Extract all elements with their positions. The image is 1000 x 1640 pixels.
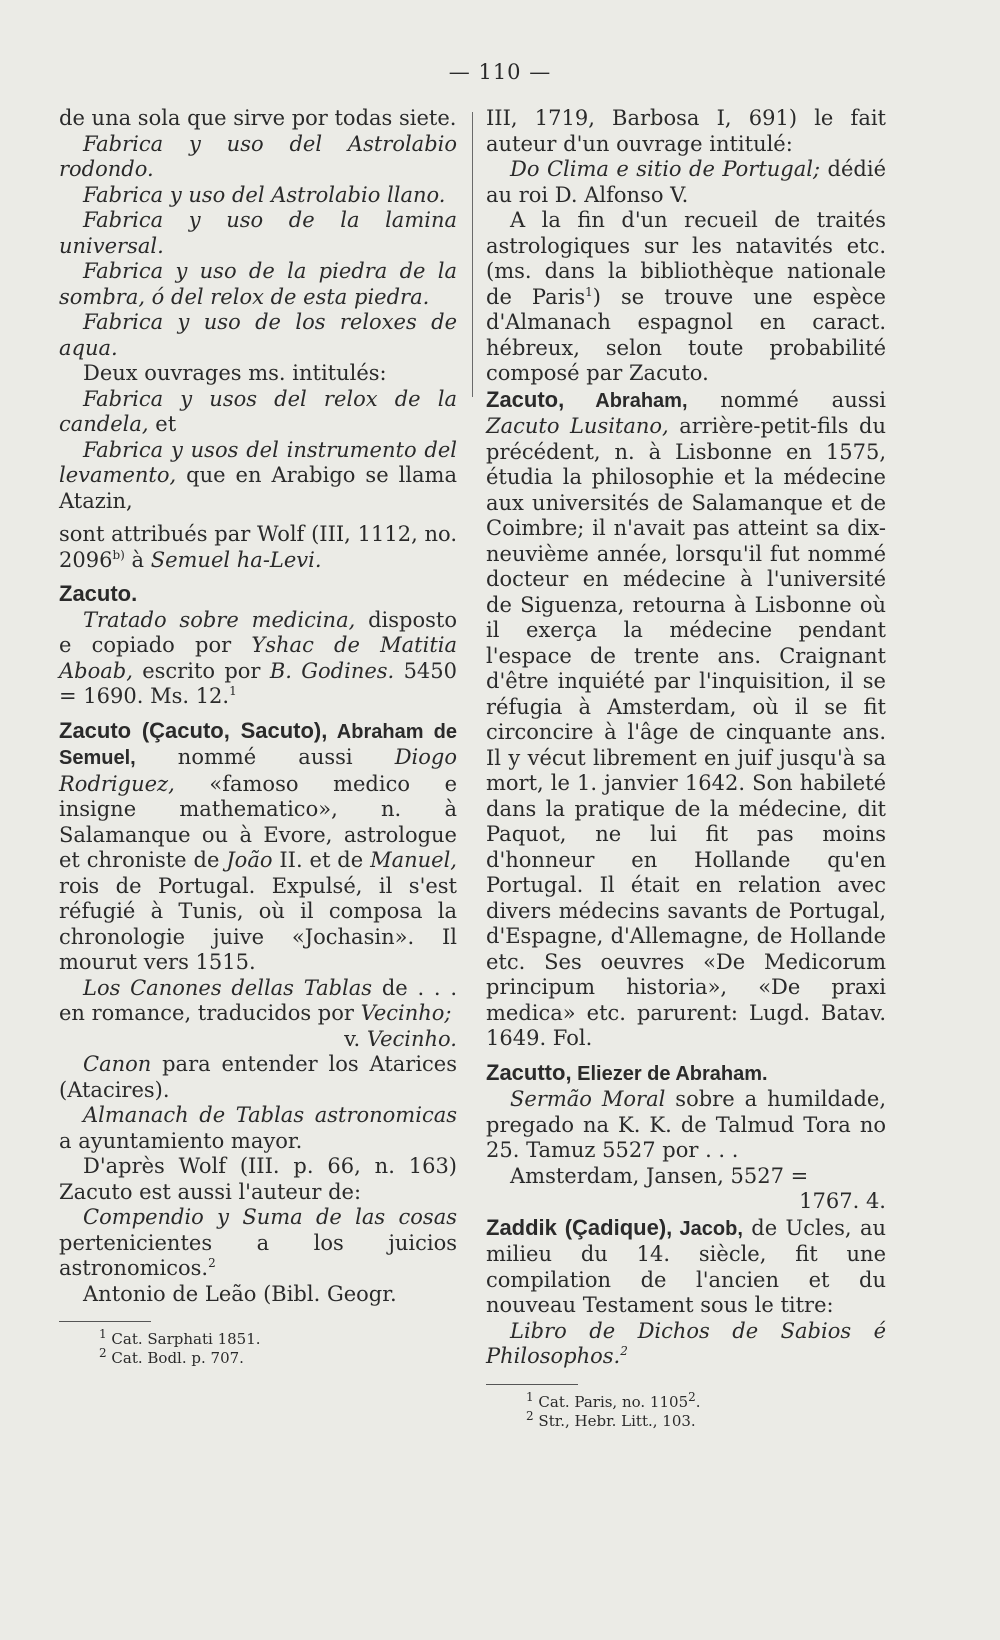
- footnote-number: 1: [526, 1389, 534, 1404]
- footnote-number: 1: [99, 1327, 107, 1341]
- entry-body: [59, 608, 457, 710]
- alias: Diogo Rodriguez,: [59, 745, 457, 796]
- footnote-text: .: [695, 1392, 701, 1411]
- superscript: 2: [688, 1389, 696, 1404]
- text: que en Arabigo se llama Atazin,: [59, 463, 457, 513]
- text-line: III, 1719, Barbosa I, 691) le fait auteur d'un ouvrage intitulé:: [486, 106, 886, 156]
- text-line: Antonio de Leão (Bibl. Geogr.: [83, 1281, 397, 1306]
- footnote-text: Cat. Bodl. p. 707.: [111, 1349, 244, 1367]
- text: arrière-petit-fils du précédent, n. à Lisbonne en 1575, étudia la philosophie et la médecine aux universités de Salamanque et de Coimbre; il n'avait pas atteint sa dix-neuvième année, lorsqu'il fut nommé docteur en médecine à l'université de Siguenza, retourna à Lisbonne où il exerça la médecine pendant l'espace de trente ans. Craignant d'être inquiété par l'inquisition, il se réfugia à Amsterdam, où il se fit circoncire à l'âge de cinquante ans. Il y vécut librement en juif jusqu'à sa mort, le 1. janvier 1642. Son habileté dans la pratique de la médecine, dit Paquot, ne lui fit pas moins d'honneur en Hollande qu'en Portugal. Il était en relation avec divers médecins savants de Portugal, d'Espagne, d'Allemagne, de Hollande etc. Ses oeuvres «De Medicorum principum historia», «De praxi medica» etc. parurent: Lugd. Batav. 1649. Fol.: [486, 414, 886, 1050]
- person-name: Abraham,: [564, 389, 688, 412]
- person-name: Abraham de Semuel,: [59, 720, 457, 769]
- entry-body: [486, 387, 886, 1052]
- footnote-rule: [59, 1321, 151, 1322]
- footnote-text: Str., Hebr. Litt., 103.: [538, 1411, 696, 1430]
- text: sont attribués par Wolf (III, 1112, no. 2096: [59, 522, 457, 572]
- title: Fabrica y usos del instrumento del levamento,: [59, 437, 457, 487]
- text: sobre a humildade, pregado na K. K. de Talmud Tora no 25. Tamuz 5527 por . . .: [486, 1087, 886, 1162]
- title-entry: Fabrica y uso de la piedra de la sombra, ó del relox de esta piedra.: [59, 259, 457, 309]
- footnote-ref: 2: [620, 1344, 628, 1358]
- cross-reference: [59, 1027, 457, 1053]
- footnote-rule: [486, 1384, 578, 1385]
- headword: Zacutto,: [486, 1059, 572, 1085]
- text: escrito por: [132, 658, 270, 683]
- text: de Ucles, au milieu du 14. siècle, fit une compilation de l'ancien et du nouveau Testament sous le titre:: [486, 1215, 886, 1317]
- title-entry: [59, 387, 457, 438]
- title: Do Clima e sitio de Portugal;: [510, 157, 821, 181]
- headword: Zacuto,: [486, 386, 565, 412]
- alias: Zacuto Lusitano,: [486, 414, 669, 438]
- person-name: Vecinho.: [366, 1026, 457, 1051]
- text-line: D'après Wolf (III. p. 66, n. 163) Zacuto est aussi l'auteur de:: [59, 1154, 457, 1204]
- imprint-date: 1767. 4.: [799, 1189, 886, 1213]
- footnote-ref: 2: [208, 1256, 216, 1270]
- text: A la fin d'un recueil de traités astrologiques sur les natavités etc. (ms. dans la bibliothèque nationale de Paris: [486, 208, 886, 309]
- footnote: [59, 1327, 457, 1349]
- text: nommé aussi: [687, 387, 886, 412]
- footnote-ref: 1: [585, 284, 593, 299]
- headword: Zacuto.: [59, 581, 138, 606]
- headword: Zaddik (Çadique),: [486, 1214, 673, 1240]
- paragraph: [486, 208, 886, 387]
- title: Los Canones dellas Tablas: [83, 975, 373, 1000]
- title: Libro de Dichos de Sabios é Philosophos.: [486, 1318, 886, 1368]
- footnote: [486, 1408, 886, 1431]
- text: a ayuntamiento mayor.: [59, 1128, 303, 1153]
- right-column: [486, 106, 886, 1431]
- entry-body: [486, 1215, 886, 1319]
- text: v.: [344, 1026, 367, 1051]
- text: nommé aussi: [135, 745, 395, 769]
- text: dédié au roi D. Alfonso V.: [486, 157, 886, 207]
- title-entry: Fabrica y uso de la lamina universal.: [59, 208, 457, 258]
- king-name: Manuel,: [370, 848, 457, 872]
- text: ) se trouve une espèce d'Almanach espagnol en caract. hébreux, selon toute probabilité composé par Zacuto.: [486, 284, 886, 385]
- text: à: [124, 547, 151, 572]
- headword: Zacuto (Çacuto, Sacuto),: [59, 717, 328, 743]
- text-line: Deux ouvrages ms. intitulés:: [83, 361, 387, 385]
- imprint: Amsterdam, Jansen, 5527 =: [510, 1163, 809, 1188]
- title-entry: [59, 1052, 457, 1103]
- title: Tratado sobre medicina,: [83, 607, 356, 632]
- text: «famoso medico e insigne mathematico», n. à Salamanque ou à Evore, astrologue et chroniste de: [59, 771, 457, 872]
- person-name: Semuel ha-Levi.: [150, 547, 322, 572]
- title: Compendio y Suma de las cosas: [83, 1205, 457, 1229]
- person-name: B. Godines.: [269, 658, 395, 683]
- attribution: [59, 522, 457, 573]
- text: rois de Portugal. Expulsé, il s'est réfugié à Tunis, où il composa la chronologie juive «Jochasin». Il mourut vers 1515.: [59, 873, 457, 974]
- text-line: de una sola que sirve por todas siete.: [59, 106, 457, 130]
- title-entry: [59, 1205, 457, 1282]
- person-name: Jacob,: [672, 1217, 743, 1240]
- entry-heading: [486, 1060, 886, 1088]
- person-name: Yshac de Matitia Aboab,: [59, 633, 457, 683]
- entry-heading: [59, 581, 457, 608]
- footnote: [59, 1346, 457, 1368]
- footnote-number: 2: [526, 1408, 534, 1423]
- text: disposto e copiado por: [59, 607, 457, 657]
- title-entry: Fabrica y uso del Astrolabio llano.: [83, 182, 446, 207]
- text: pertenicientes a los juicios astronomicos.: [59, 1230, 457, 1280]
- title-entry: [486, 1319, 886, 1370]
- text: et: [148, 412, 177, 436]
- superscript: b): [112, 547, 125, 562]
- column-divider: [472, 112, 473, 397]
- person-name: Eliezer de Abraham.: [571, 1062, 768, 1085]
- king-name: João: [226, 848, 273, 872]
- text: II. et de: [272, 848, 371, 872]
- title: Almanach de Tablas astronomicas: [83, 1103, 457, 1127]
- title: Canon: [83, 1052, 152, 1076]
- text: 5450 = 1690. Ms. 12.: [59, 658, 458, 708]
- person-name: Vecinho;: [360, 1001, 452, 1025]
- title-entry: Fabrica y uso del Astrolabio rodondo.: [59, 131, 457, 181]
- page-number: — 110 —: [448, 60, 552, 84]
- footnote-text: Cat. Paris, no. 1105: [538, 1392, 689, 1411]
- title: Sermão Moral: [510, 1087, 666, 1111]
- footnote-ref: 1: [229, 684, 237, 698]
- title-entry: [59, 1103, 457, 1154]
- title-entry: [59, 976, 457, 1027]
- footnote-number: 2: [99, 1346, 107, 1360]
- title-entry: [486, 1087, 886, 1164]
- footnote-text: Cat. Sarphati 1851.: [111, 1330, 261, 1348]
- left-column: [59, 106, 457, 1368]
- title-entry: [59, 438, 457, 515]
- title: Fabrica y usos del relox de la candela,: [59, 386, 457, 436]
- footnote: [486, 1389, 886, 1412]
- title-entry: [486, 157, 886, 208]
- text: para entender los Atarices (Atacires).: [59, 1052, 457, 1102]
- entry-body: [59, 718, 457, 976]
- text: de . . . en romance, traducidos por: [59, 975, 457, 1025]
- title-entry: Fabrica y uso de los reloxes de aqua.: [59, 310, 457, 360]
